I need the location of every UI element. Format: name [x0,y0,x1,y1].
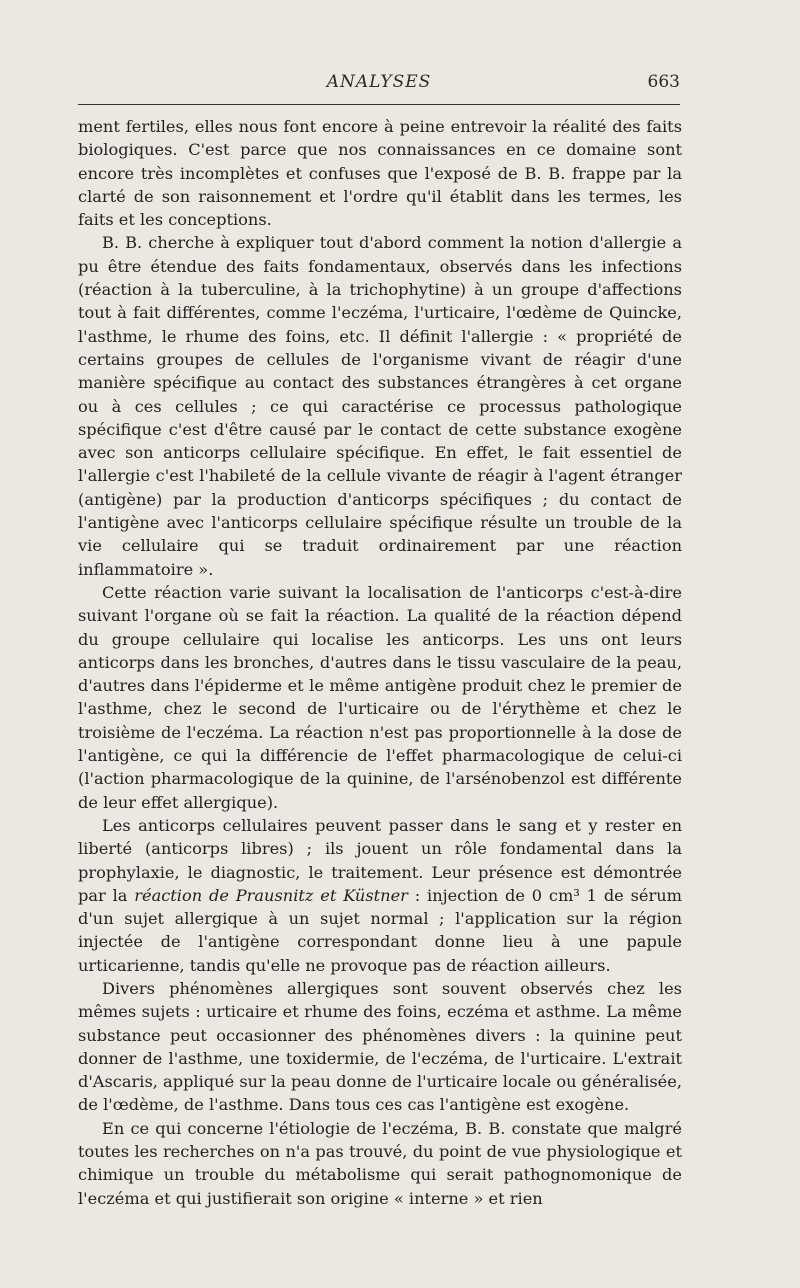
text-run: En ce qui concerne l'étiologie de l'eczéma, B. B. constate que malgré toutes les recherches on n'a pas trouvé, du point de vue physiologique et chimique un trouble du métabolisme qui serait pathognomonique de l'eczéma et qui justifierait son origine « interne » et rien [78,1118,682,1208]
text-run: Les anticorps cellulaires peuvent passer dans le sang et y rester en liberté (anticorps libres) ; ils jouent un rôle fondamental dans la prophylaxie, le diagnostic, le traitement. Leur présence est démontrée par la [78,815,682,905]
text-run: ment fertiles, elles nous font encore à peine entrevoir la réalité des faits biologiques. C'est parce que nos connaissances en ce domaine sont encore très incomplètes et confuses que l'exposé de B. B. frappe par la clarté de son raisonnement et l'ordre qu'il établit dans les termes, les faits et les conceptions. [78,117,682,230]
text-run: Divers phénomènes allergiques sont souvent observés chez les mêmes sujets : urticaire et rhume des foins, eczéma et asthme. La même substance peut occasionner des phénomènes divers : la quinine peut donner de l'asthme, une toxidermie, de l'eczéma, de l'urticaire. L'extrait d'Ascaris, appliqué sur la peau donne de l'urticaire locale ou généralisée, de l'œdème, de l'asthme. Dans tous ces cas l'antigène est exogène. [78,978,682,1115]
text-run: : injection de 0 cm³ 1 de sérum d'un sujet allergique à un sujet normal ; l'application sur la région injectée de l'antigène correspondant donne lieu à une papule urticarienne, tandis qu'elle ne provoque pas de réaction ailleurs. [78,885,683,975]
italic-reference: réaction de Prausnitz et Küstner [134,885,408,905]
page-number: 663 [647,72,680,92]
paragraph [78,977,682,1117]
paragraph [78,1117,682,1210]
paragraph [78,115,682,231]
paragraph [78,581,682,814]
paragraph [78,231,682,580]
article-body [78,115,682,1210]
running-title: ANALYSES [326,72,432,92]
running-header [78,72,680,98]
text-run: Cette réaction varie suivant la localisation de l'anticorps c'est-à-dire suivant l'organe où se fait la réaction. La qualité de la réaction dépend du groupe cellulaire qui localise les anticorps. Les uns ont leurs anticorps dans les bronches, d'autres dans le tissu vasculaire de la peau, d'autres dans l'épiderme et le même antigène produit chez le premier de l'asthme, chez le second de l'urticaire ou de l'érythème et chez le troisième de l'eczéma. La réaction n'est pas proportionnelle à la dose de l'antigène, ce qui la différencie de l'effet pharmacologique de celui-ci (l'action pharmacologique de la quinine, de l'arsénobenzol est différente de leur effet allergique). [78,582,682,812]
text-run: B. B. cherche à expliquer tout d'abord comment la notion d'allergie a pu être étendue des faits fondamentaux, observés dans les infections (réaction à la tuberculine, à la trichophytine) à un groupe d'affections tout à fait différentes, comme l'eczéma, l'urticaire, l'œdème de Quincke, l'asthme, le rhume des foins, etc. Il définit l'allergie : « propriété de certains groupes de cellules de l'organisme vivant de réagir d'une manière spécifique au contact des substances étrangères à cet organe ou à ces cellules ; ce qui caractérise ce processus pathologique spécifique c'est d'être causé par le contact de cette substance exogène avec son anticorps cellulaire spécifique. En effet, le fait essentiel de l'allergie c'est l'habileté de la cellule vivante de réagir à l'agent étranger (antigène) par la production d'anticorps spécifiques ; du contact de l'antigène avec l'anticorps cellulaire spécifique résulte un trouble de la vie cellulaire qui se traduit ordinairement par une réaction inflammatoire ». [78,233,682,579]
header-rule [78,104,680,105]
paragraph [78,814,682,977]
